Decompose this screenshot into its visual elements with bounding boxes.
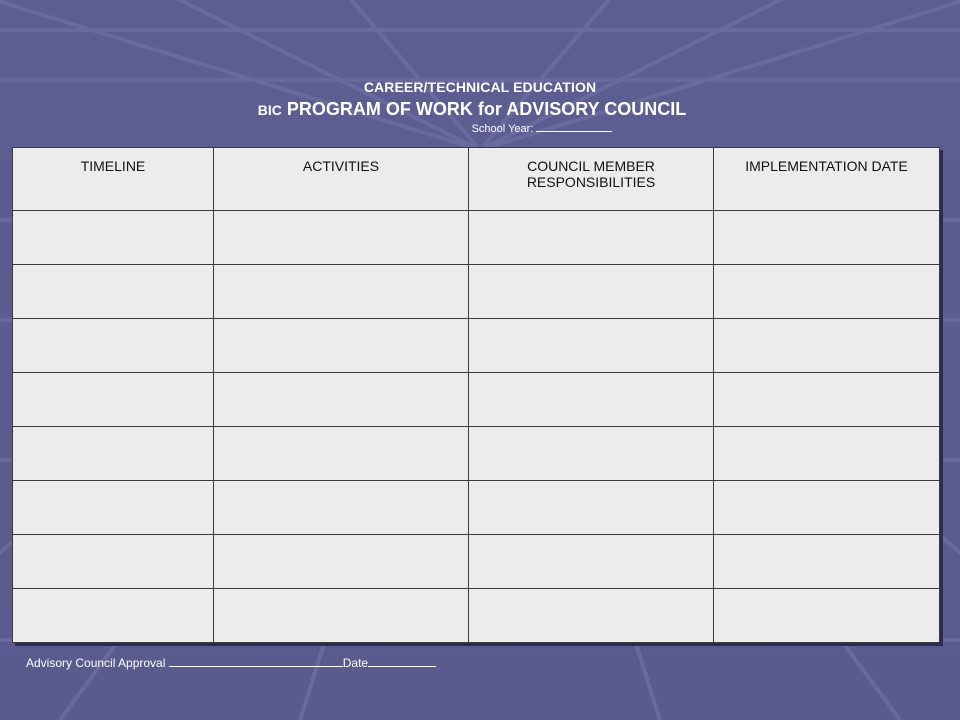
table-cell[interactable]	[214, 319, 469, 373]
school-year-label: School Year:	[471, 123, 537, 135]
column-header-activities: ACTIVITIES	[214, 148, 469, 211]
table-cell[interactable]	[714, 589, 940, 643]
program-of-work-table	[12, 147, 940, 643]
table-cell[interactable]	[13, 373, 214, 427]
table-cell[interactable]	[714, 211, 940, 265]
table-cell[interactable]	[469, 535, 714, 589]
table-row	[13, 589, 940, 643]
table-row	[13, 373, 940, 427]
column-header-council-member-responsibilities: COUNCIL MEMBER RESPONSIBILITIES	[469, 148, 714, 211]
table-cell[interactable]	[13, 211, 214, 265]
heading-program-of-work	[0, 99, 952, 120]
heading-prefix: BIC	[257, 102, 282, 118]
table-cell[interactable]	[469, 481, 714, 535]
table-cell[interactable]	[714, 373, 940, 427]
table-row	[13, 211, 940, 265]
heading-career-technical-education: CAREER/TECHNICAL EDUCATION	[363, 79, 597, 95]
table-cell[interactable]	[214, 535, 469, 589]
date-blank[interactable]	[368, 655, 436, 667]
table-row	[13, 535, 940, 589]
column-header-implementation-date: IMPLEMENTATION DATE	[714, 148, 940, 211]
table-cell[interactable]	[13, 535, 214, 589]
approval-label: Advisory Council Approval	[26, 656, 169, 670]
table-cell[interactable]	[13, 265, 214, 319]
table-cell[interactable]	[13, 481, 214, 535]
table-cell[interactable]	[714, 535, 940, 589]
table-cell[interactable]	[714, 427, 940, 481]
table-row	[13, 319, 940, 373]
table-cell[interactable]	[714, 265, 940, 319]
table-cell[interactable]	[214, 265, 469, 319]
table-cell[interactable]	[714, 319, 940, 373]
table-cell[interactable]	[714, 481, 940, 535]
table-cell[interactable]	[214, 211, 469, 265]
school-year-line	[62, 122, 960, 135]
heading-main: PROGRAM OF WORK for ADVISORY COUNCIL	[281, 99, 687, 119]
column-header-timeline: TIMELINE	[13, 148, 214, 211]
date-label: Date	[342, 656, 369, 670]
table-cell[interactable]	[469, 427, 714, 481]
table-cell[interactable]	[469, 589, 714, 643]
table-row	[13, 265, 940, 319]
table-cell[interactable]	[214, 427, 469, 481]
table-cell[interactable]	[469, 373, 714, 427]
school-year-blank	[536, 122, 612, 132]
approval-signature-blank[interactable]	[169, 655, 343, 667]
table-cell[interactable]	[13, 319, 214, 373]
table-cell[interactable]	[469, 319, 714, 373]
table-row	[13, 427, 940, 481]
approval-footer	[26, 655, 436, 670]
table-cell[interactable]	[214, 373, 469, 427]
table-cell[interactable]	[469, 265, 714, 319]
table-header-row	[13, 148, 940, 211]
table-cell[interactable]	[469, 211, 714, 265]
table-row	[13, 481, 940, 535]
table-cell[interactable]	[13, 427, 214, 481]
table-cell[interactable]	[214, 589, 469, 643]
table-cell[interactable]	[214, 481, 469, 535]
table-cell[interactable]	[13, 589, 214, 643]
